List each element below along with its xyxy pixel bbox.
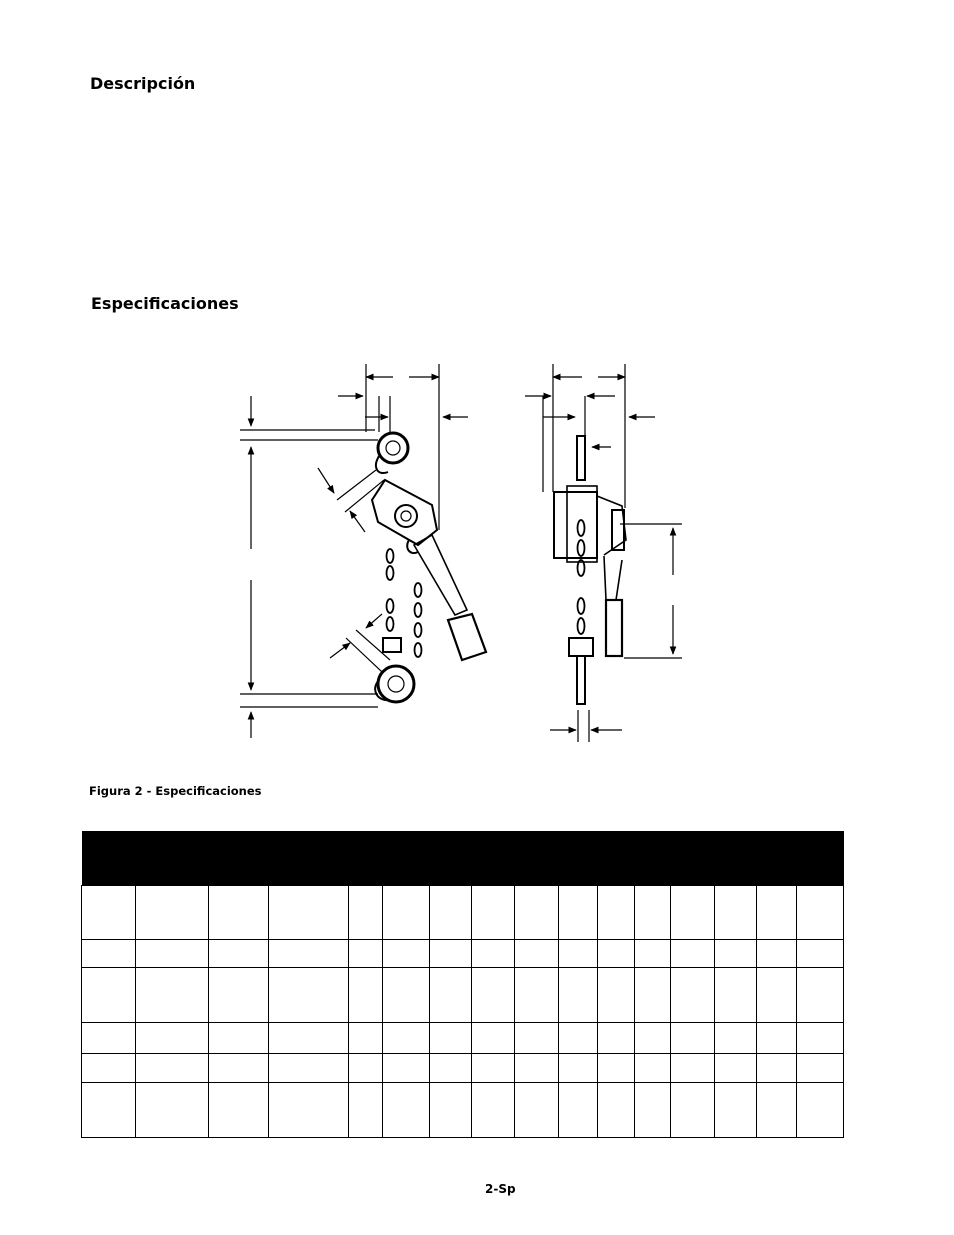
table-cell	[797, 1054, 844, 1083]
table-cell	[209, 940, 269, 968]
table-cell	[349, 886, 383, 940]
table-cell	[209, 886, 269, 940]
table-cell	[598, 940, 635, 968]
lever-hoist-dimension-diagram	[230, 350, 700, 750]
table-cell	[757, 1083, 797, 1138]
table-cell	[349, 1023, 383, 1054]
table-cell	[383, 1023, 430, 1054]
table-cell	[269, 1083, 349, 1138]
table-cell	[559, 940, 598, 968]
table-cell	[349, 1083, 383, 1138]
table-cell	[559, 968, 598, 1023]
table-cell	[430, 1083, 472, 1138]
table-cell	[430, 968, 472, 1023]
table-cell	[797, 940, 844, 968]
table-row	[82, 1083, 844, 1138]
table-cell	[209, 1023, 269, 1054]
table-cell	[269, 1054, 349, 1083]
table-cell	[383, 1083, 430, 1138]
table-cell	[757, 940, 797, 968]
table-cell	[635, 886, 671, 940]
side-view	[240, 364, 486, 738]
table-cell	[82, 1023, 136, 1054]
table-cell	[671, 1083, 715, 1138]
table-header-cell	[82, 831, 844, 886]
table-cell	[349, 968, 383, 1023]
table-cell	[515, 1023, 559, 1054]
table-cell	[715, 1083, 757, 1138]
table-cell	[635, 1054, 671, 1083]
table-cell	[515, 940, 559, 968]
table-cell	[797, 1023, 844, 1054]
table-cell	[757, 968, 797, 1023]
table-cell	[715, 1054, 757, 1083]
front-view	[525, 364, 682, 742]
section-heading-specifications: Especificaciones	[91, 294, 239, 313]
section-heading-description: Descripción	[90, 74, 196, 93]
table-row	[82, 1054, 844, 1083]
table-cell	[82, 1054, 136, 1083]
table-cell	[383, 886, 430, 940]
table-cell	[797, 968, 844, 1023]
table-cell	[598, 1083, 635, 1138]
table-row	[82, 1023, 844, 1054]
table-cell	[671, 886, 715, 940]
table-cell	[349, 940, 383, 968]
table-cell	[430, 940, 472, 968]
table-cell	[82, 1083, 136, 1138]
table-cell	[269, 940, 349, 968]
table-cell	[430, 1054, 472, 1083]
table-cell	[472, 1054, 515, 1083]
table-cell	[635, 1023, 671, 1054]
table-cell	[715, 968, 757, 1023]
table-cell	[671, 940, 715, 968]
table-cell	[136, 1054, 209, 1083]
table-cell	[598, 968, 635, 1023]
table-cell	[430, 1023, 472, 1054]
table-cell	[269, 1023, 349, 1054]
table-cell	[472, 1083, 515, 1138]
table-cell	[209, 1083, 269, 1138]
table-cell	[82, 968, 136, 1023]
table-cell	[797, 1083, 844, 1138]
table-cell	[671, 1054, 715, 1083]
table-cell	[715, 1023, 757, 1054]
table-cell	[598, 1023, 635, 1054]
table-cell	[472, 1023, 515, 1054]
specifications-table	[81, 831, 844, 1138]
table-cell	[559, 1054, 598, 1083]
table-cell	[598, 1054, 635, 1083]
table-cell	[136, 1083, 209, 1138]
figure-caption: Figura 2 - Especificaciones	[89, 784, 262, 798]
table-header-row	[82, 831, 844, 886]
table-cell	[383, 968, 430, 1023]
table-cell	[598, 886, 635, 940]
table-cell	[515, 886, 559, 940]
table-cell	[209, 968, 269, 1023]
table-cell	[635, 940, 671, 968]
table-cell	[757, 1054, 797, 1083]
table-cell	[559, 1083, 598, 1138]
table-cell	[671, 968, 715, 1023]
table-cell	[82, 940, 136, 968]
table-cell	[515, 968, 559, 1023]
table-cell	[515, 1083, 559, 1138]
table-row	[82, 968, 844, 1023]
table-cell	[430, 886, 472, 940]
table-cell	[269, 968, 349, 1023]
table-cell	[757, 886, 797, 940]
table-cell	[349, 1054, 383, 1083]
table-cell	[472, 968, 515, 1023]
table-cell	[136, 1023, 209, 1054]
table-row	[82, 886, 844, 940]
table-cell	[383, 940, 430, 968]
table-cell	[715, 886, 757, 940]
table-cell	[136, 968, 209, 1023]
table-cell	[209, 1054, 269, 1083]
table-cell	[635, 968, 671, 1023]
table-cell	[82, 886, 136, 940]
table-cell	[136, 940, 209, 968]
table-cell	[715, 940, 757, 968]
table-cell	[515, 1054, 559, 1083]
table-cell	[136, 886, 209, 940]
page-number: 2-Sp	[485, 1182, 516, 1196]
table-cell	[472, 940, 515, 968]
table-cell	[671, 1023, 715, 1054]
table-cell	[472, 886, 515, 940]
table-cell	[559, 1023, 598, 1054]
table-cell	[559, 886, 598, 940]
table-cell	[383, 1054, 430, 1083]
table-cell	[269, 886, 349, 940]
table-row	[82, 940, 844, 968]
table-cell	[797, 886, 844, 940]
table-cell	[757, 1023, 797, 1054]
table-cell	[635, 1083, 671, 1138]
